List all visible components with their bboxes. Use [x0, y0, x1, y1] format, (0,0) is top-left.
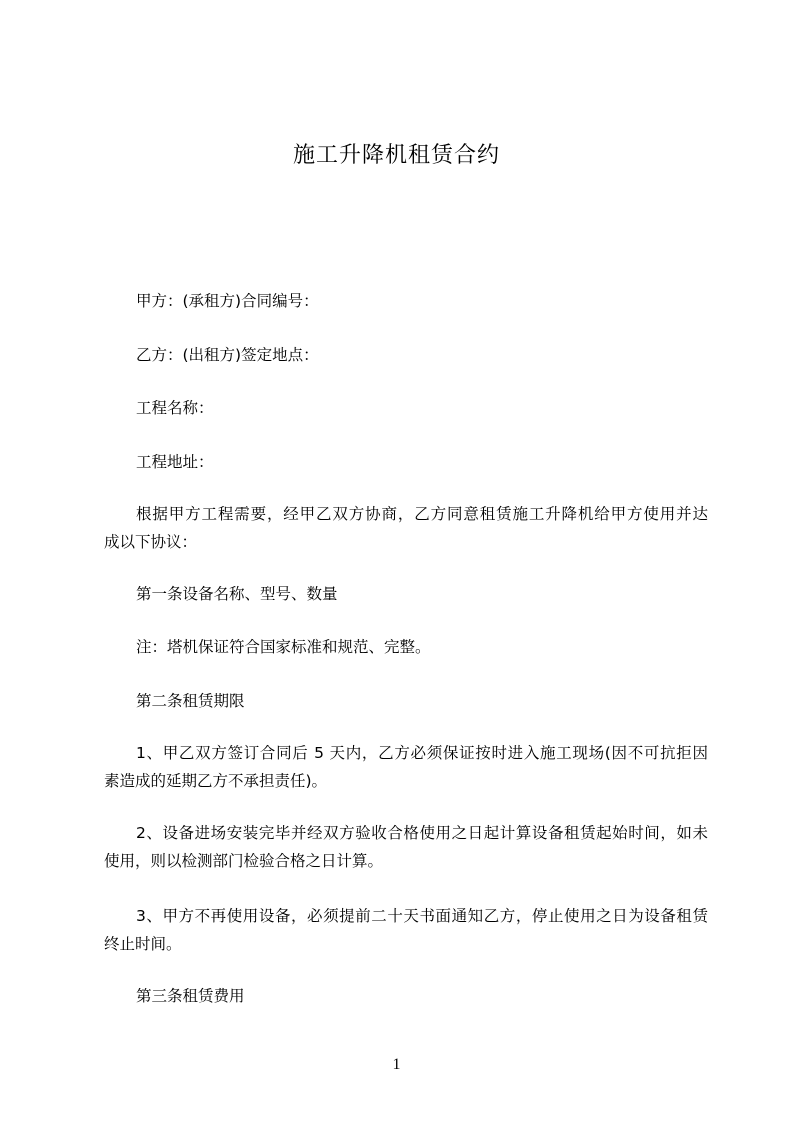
clause-2-line-1: 2、设备进场安装完毕并经双方验收合格使用之日起计算设备租赁起始时间，如未	[136, 824, 708, 842]
clause-2-line-2: 使用，则以检测部门检验合格之日计算。	[104, 852, 384, 870]
article-2-heading: 第二条租赁期限	[136, 692, 245, 710]
project-address-line: 工程地址：	[136, 453, 214, 471]
clause-1-line-2: 素造成的延期乙方不承担责任)。	[104, 772, 328, 790]
document-title: 施工升降机租赁合约	[292, 143, 500, 168]
article-2-clause-2	[104, 819, 708, 875]
clause-3-line-2: 终止时间。	[104, 935, 182, 953]
party-b-line: 乙方：(出租方)签定地点：	[136, 346, 319, 364]
article-2-clause-1	[104, 739, 708, 795]
article-2-clause-3	[104, 902, 708, 958]
article-1-heading: 第一条设备名称、型号、数量	[136, 585, 338, 603]
article-3-heading: 第三条租赁费用	[136, 987, 245, 1005]
intro-paragraph	[104, 500, 708, 556]
page-number: 1	[392, 1056, 401, 1073]
intro-line-1: 根据甲方工程需要，经甲乙双方协商，乙方同意租赁施工升降机给甲方使用并达	[136, 505, 708, 523]
clause-1-line-1: 1、甲乙双方签订合同后 5 天内，乙方必须保证按时进入施工现场(因不可抗拒因	[136, 744, 708, 762]
intro-line-2: 成以下协议：	[104, 533, 198, 551]
project-name-line: 工程名称：	[136, 399, 214, 417]
clause-3-line-1: 3、甲方不再使用设备，必须提前二十天书面通知乙方，停止使用之日为设备租赁	[136, 907, 708, 925]
article-1-note: 注：塔机保证符合国家标准和规范、完整。	[136, 638, 431, 656]
party-a-line: 甲方：(承租方)合同编号：	[136, 292, 319, 310]
